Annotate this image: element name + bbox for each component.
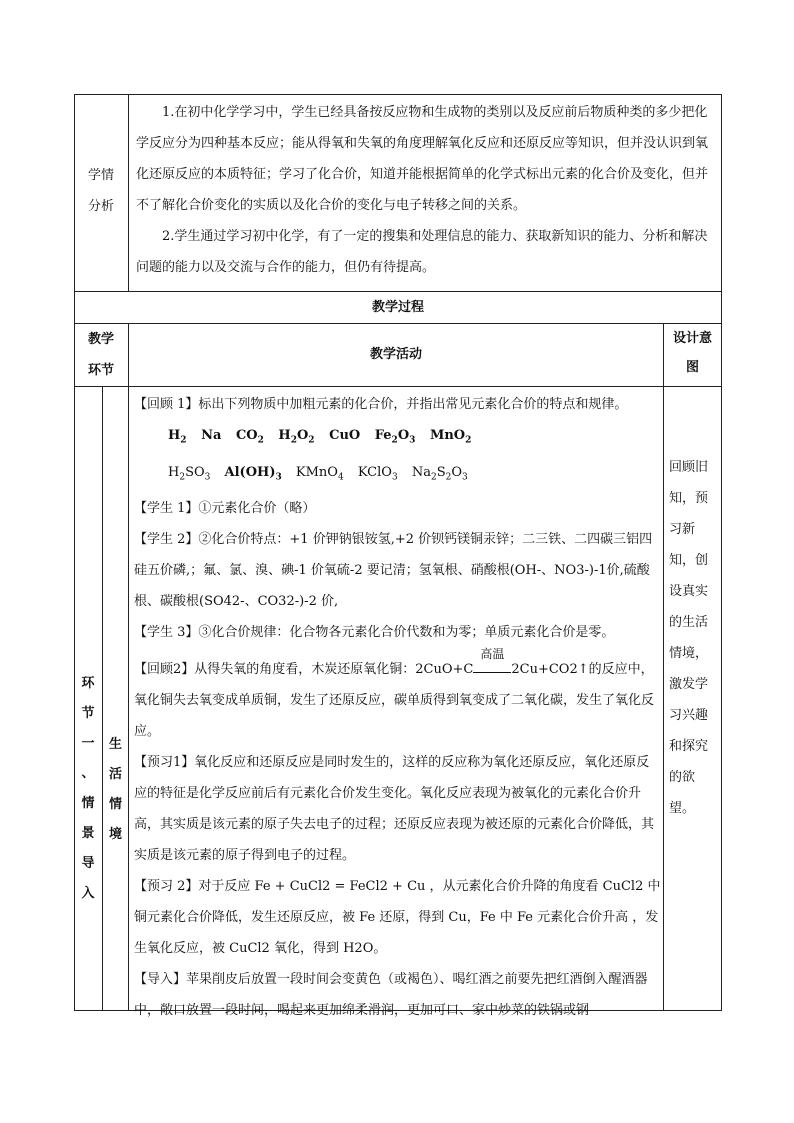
reaction-condition [473, 647, 511, 673]
outer-char: 、 [81, 766, 95, 781]
review2-post: 2Cu+CO2↑的反应中，氧化铜失去氧变成单质铜，发生了还原反应，碳单质得到氧变成了二氧化碳，发生了氧化反应。 [134, 662, 655, 740]
formula-mno2: MnO$_2$ [429, 428, 472, 446]
teaching-activities [134, 389, 662, 1026]
header-teaching-stage [74, 324, 128, 386]
header-col3-line1: 设计意 [672, 331, 712, 346]
intro-text: 【导入】苹果削皮后放置一段时间会变黄色（或褐色）、喝红酒之前要先把红酒倒入醒酒器中，敞口放置一段时间，喝起来更加绵柔滑润，更加可口、家中炒菜的铁锅或钢 [134, 972, 648, 1019]
formula-h2: $H_2$ [168, 428, 187, 446]
table-border-top [74, 94, 722, 95]
formula-h2o2: $H_2O_2$ [278, 428, 315, 446]
preview1-text: 【预习1】氧化反应和还原反应是同时发生的，这样的反应称为氧化还原反应，氧化还原反应的特征是化学反应前后有元素化合价发生变化。氧化反应表现为被氧化的元素化合价升高，其实质是该元素的原子失去电子的过程；还原反应表现为被还原的元素化合价降低，其实质是该元素的原子得到电子的过程。 [134, 755, 655, 864]
formula-aloh3: $Al(OH)_3$ [224, 464, 282, 483]
student2-text: 【学生 2】②化合价特点：+1 价钾钠银铵氢,+2 价钡钙镁铜汞锌；二三铁、二四碳三铝四硅五价磷,；氟、氯、溴、碘-1 价氧硫-2 要记清；氢氧根、硝酸根(OH-、NO3-)-1价,硫酸根、碳酸根(SO42-、CO32-)-2 价, [134, 532, 653, 610]
formula-co2: $CO_2$ [235, 428, 264, 446]
inner-char: 境 [108, 827, 122, 842]
outer-char: 景 [81, 826, 95, 841]
header-col1-line2: 环节 [87, 363, 114, 378]
xueqing-para2: 2.学生通过学习初中化学，有了一定的搜集和处理信息的能力、获取新知识的能力、分析和解决问题的能力以及交流与合作的能力，但仍有待提高。 [136, 229, 708, 275]
student3-text: 【学生 3】③化合价规律：化合物各元素化合价代数和为零；单质元素化合价是零。 [134, 625, 615, 641]
inner-char: 活 [108, 767, 122, 782]
outer-char: 节 [81, 706, 95, 721]
preview2-text: 【预习 2】对于反应 Fe + CuCl2 = FeCl2 + Cu ，从元素化合价升降的角度看 CuCl2 中铜元素化合价降低，发生还原反应，被 Fe 还原，得到 Cu，Fe 中 Fe 元素化合价升高 ，发生氧化反应，被 CuCl2 氧化，得到 H2O。 [134, 879, 661, 957]
outer-char: 环 [81, 676, 95, 691]
formula-kclo3: KClO$_3$ [357, 464, 398, 483]
header-col3-line2: 图 [685, 360, 699, 375]
col-divider-label [128, 94, 129, 291]
row-divider-process [74, 323, 722, 324]
section-outer-label [74, 669, 102, 909]
header-col1-line1: 教学 [87, 332, 114, 347]
col-divider-inner [102, 386, 103, 1010]
formula-na: Na [201, 428, 222, 443]
formula-na2s2o3: $Na_2S_2O_3$ [411, 464, 468, 483]
xueqing-label [74, 160, 128, 222]
review2-text [134, 647, 662, 747]
table-border-right [721, 94, 722, 1011]
xueqing-content [136, 97, 716, 283]
formula-cuo: CuO [329, 428, 361, 443]
review1-text: 【回顾 1】标出下列物质中加粗元素的化合价，并指出常见元素化合价的特点和规律。 [134, 397, 628, 412]
design-intent-text: 回顾旧知，预习新知，创设真实的生活情境，激发学习兴趣和探究的欲望。 [669, 460, 709, 816]
outer-char: 情 [81, 796, 95, 811]
outer-char: 一 [81, 736, 95, 751]
xueqing-label-line1: 学情 [87, 168, 114, 183]
process-title: 教学过程 [371, 300, 424, 315]
lesson-plan-page [74, 94, 722, 1019]
col-divider-label-lower [128, 323, 129, 1010]
review2-pre: 【回顾2】从得失氧的角度看，木炭还原氧化铜：2CuO+C [134, 662, 474, 678]
formula-row-1 [134, 420, 662, 457]
condition-bar [473, 672, 511, 673]
section-inner-label [103, 730, 128, 850]
col-divider-intent [663, 323, 664, 1010]
student1-text: 【学生 1】①元素化合价（略） [134, 501, 316, 517]
condition-label: 高温 [480, 647, 505, 662]
outer-char: 入 [81, 886, 95, 901]
header-teaching-activity: 教学活动 [369, 347, 422, 362]
inner-char: 情 [108, 797, 122, 812]
formula-row-2 [134, 457, 662, 494]
formula-fe2o3: $Fe_2O_3$ [374, 428, 416, 446]
row-divider-header [74, 386, 722, 387]
xueqing-label-line2: 分析 [87, 199, 114, 214]
inner-char: 生 [108, 737, 122, 752]
formula-h2so3: $H_2SO_3$ [168, 464, 211, 483]
formula-kmno4: KMnO$_4$ [295, 464, 344, 483]
outer-char: 导 [81, 856, 95, 871]
header-design-intent [664, 324, 721, 382]
xueqing-para1: 1.在初中化学学习中，学生已经具备按反应物和生成物的类别以及反应前后物质种类的多少把化学反应分为四种基本反应；能从得氧和失氧的角度理解氧化反应和还原反应等知识，但并没认识到氧化还原反应的本质特征；学习了化合价，知道并能根据简单的化学式标出元素的化合价及变化，但并不了解化合价变化的实质以及化合价的变化与电子转移之间的关系。 [136, 105, 709, 213]
